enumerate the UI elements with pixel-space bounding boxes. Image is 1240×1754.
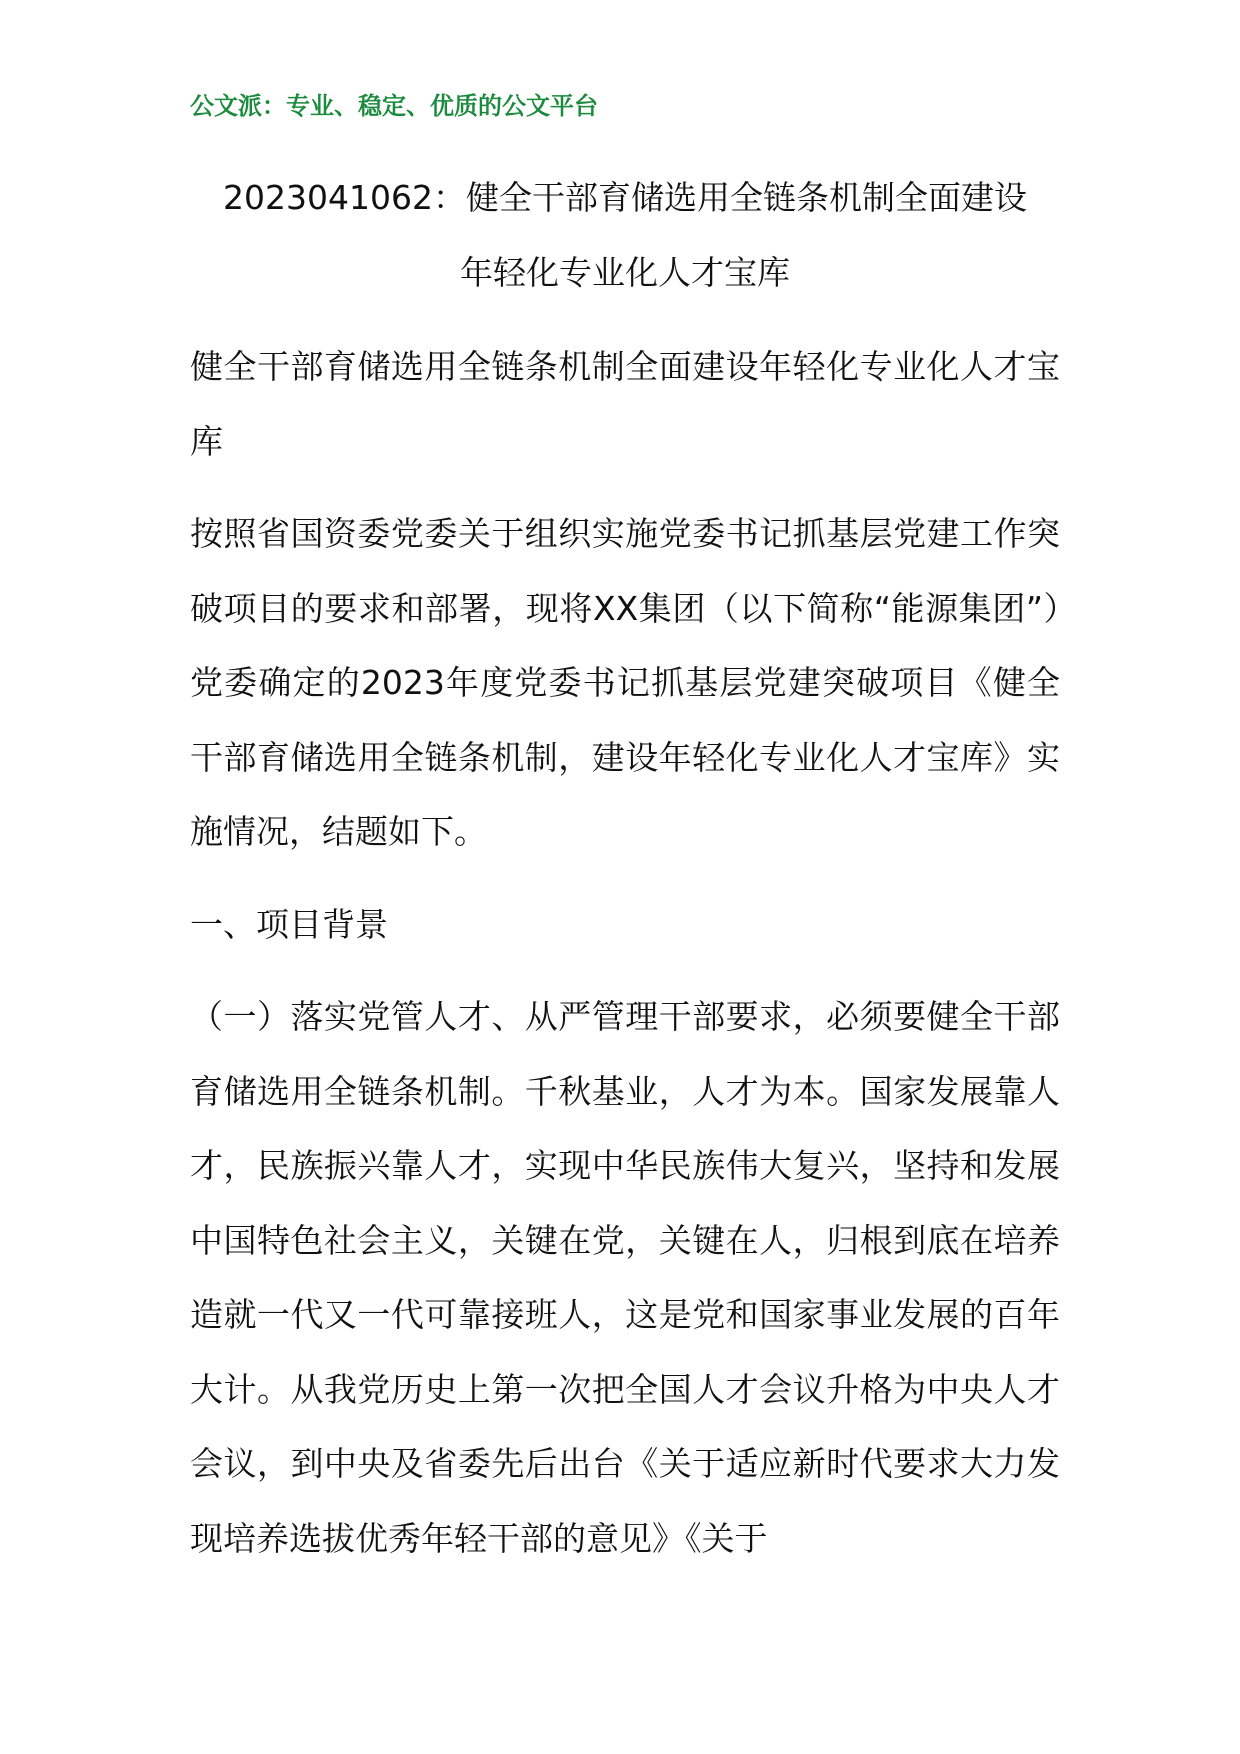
document-body — [190, 330, 1060, 1576]
section-heading: 一、项目背景 — [190, 904, 388, 944]
background-paragraph: （一）落实党管人才、从严管理干部要求，必须要健全干部育储选用全链条机制。千秋基业，人才为本。国家发展靠人才，民族振兴靠人才，实现中华民族伟大复兴，坚持和发展中国特色社会主义，关键在党，关键在人，归根到底在培养造就一代又一代可靠接班人，这是党和国家事业发展的百年大计。从我党历史上第一次把全国人才会议升格为中央人才会议，到中央及省委先后出台《关于适应新时代要求大力发现培养选拔优秀年轻干部的意见》《关于 — [190, 997, 1060, 1558]
title-line-2: 年轻化专业化人才宝库 — [460, 253, 790, 292]
document-title — [190, 160, 1060, 310]
subtitle-paragraph: 健全干部育储选用全链条机制全面建设年轻化专业化人才宝库 — [190, 347, 1060, 461]
title-line-1: 2023041062：健全干部育储选用全链条机制全面建设 — [223, 178, 1027, 217]
intro-paragraph: 按照省国资委党委关于组织实施党委书记抓基层党建工作突破项目的要求和部署，现将XX集团（以下简称“能源集团”）党委确定的2023年度党委书记抓基层党建突破项目《健全干部育储选用全链条机制，建设年轻化专业化人才宝库》实施情况，结题如下。 — [190, 514, 1060, 851]
site-header: 公文派：专业、稳定、优质的公文平台 — [190, 92, 598, 120]
